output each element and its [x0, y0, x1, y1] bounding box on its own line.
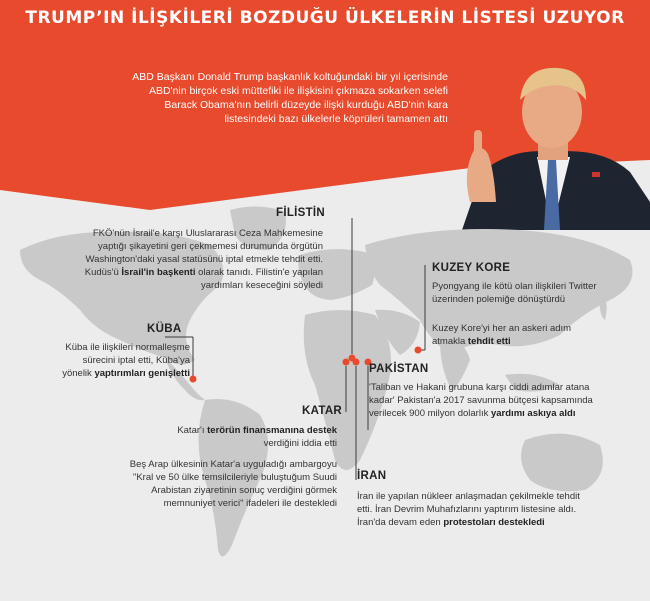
- filistin-text-b: olarak tanıdı. Filistin'e yapılan yardımları keseceğini söyledi: [198, 267, 323, 291]
- kuzey-kore-heading: KUZEY KORE: [432, 262, 511, 274]
- iran-heading: İRAN: [357, 470, 387, 482]
- katar-text-1: [160, 424, 337, 450]
- filistin-text: [78, 227, 323, 292]
- pakistan-text-a: 'Taliban ve Hakani grubuna karşı ciddi adımlar atana kadar' Pakistan'a 2017 savunma bütçesi kapsamında verilecek 900 milyon dolarlık: [369, 382, 593, 419]
- intro-text: ABD Başkanı Donald Trump başkanlık koltuğundaki bir yıl içerisinde ABD'nin birçok eski müttefiki ile ilişkisini çıkmaza sokarken selefi Barack Obama'nın belirli düzeyde ilişki kurduğu ABD'nin kara listesindeki bazı ülkelerle köprüleri tamamen attı: [132, 71, 448, 125]
- filistin-heading: FİLİSTİN: [276, 207, 326, 219]
- kuba-text: [55, 341, 190, 380]
- pakistan-text: [369, 381, 594, 420]
- iran-text: [357, 490, 582, 529]
- katar-text-1b: verdiğini iddia etti: [263, 438, 337, 449]
- kuba-bold: yaptırımları genişletti: [94, 368, 190, 379]
- kuba-heading: KÜBA: [147, 323, 182, 335]
- kuba-text-a: Küba ile ilişkileri normalleşme sürecini iptal etti, Küba'ya yönelik: [62, 342, 190, 379]
- iran-bold: protestoları destekledi: [443, 517, 545, 528]
- katar-heading: KATAR: [302, 405, 343, 417]
- pakistan-bold: yardımı askıya aldı: [490, 408, 576, 419]
- filistin-text-a: FKÖ'nün İsrail'e karşı Uluslararası Ceza Mahkemesine yaptığı şikayetini geri çekmemesi durumunda örgütün Washington'daki yasal statüsünü iptal etmekle tehdit etti. Kudüs'ü: [84, 228, 323, 278]
- iran-text-a: İran ile yapılan nükleer anlaşmadan çekilmekle tehdit etti. İran Devrim Muhafızlarını yaptırım listesine aldı. İran'da devam eden: [357, 491, 580, 528]
- pakistan-heading: PAKİSTAN: [369, 363, 429, 375]
- katar-text-2: Beş Arap ülkesinin Katar'a uyguladığı ambargoyu "Kral ve 50 ülke temsilcileriyle buluştuğum Suudi Arabistan ziyaretinin sonuç verdiğini görmek memnuniyet verici" ifadeleri ile destekledi: [129, 459, 337, 509]
- katar-text-1a: Katar'ı: [177, 425, 205, 436]
- page-title: TRUMP’IN İLİŞKİLERİ BOZDUĞU ÜLKELERİN LİSTESİ UZUYOR: [25, 8, 625, 28]
- katar-bold: terörün finansmanına destek: [207, 425, 337, 436]
- filistin-bold: İsrail'in başkenti: [121, 267, 196, 278]
- kuzey-kore-text-2a: Kuzey Kore'yi her an askeri adım atmakla: [432, 323, 572, 347]
- kuzey-kore-text-2: [432, 322, 602, 348]
- kuzey-kore-bold: tehdit etti: [467, 336, 511, 347]
- kuzey-kore-text-1: Pyongyang ile kötü olan ilişkileri Twitter üzerinden polemiğe dönüştürdü: [432, 281, 597, 305]
